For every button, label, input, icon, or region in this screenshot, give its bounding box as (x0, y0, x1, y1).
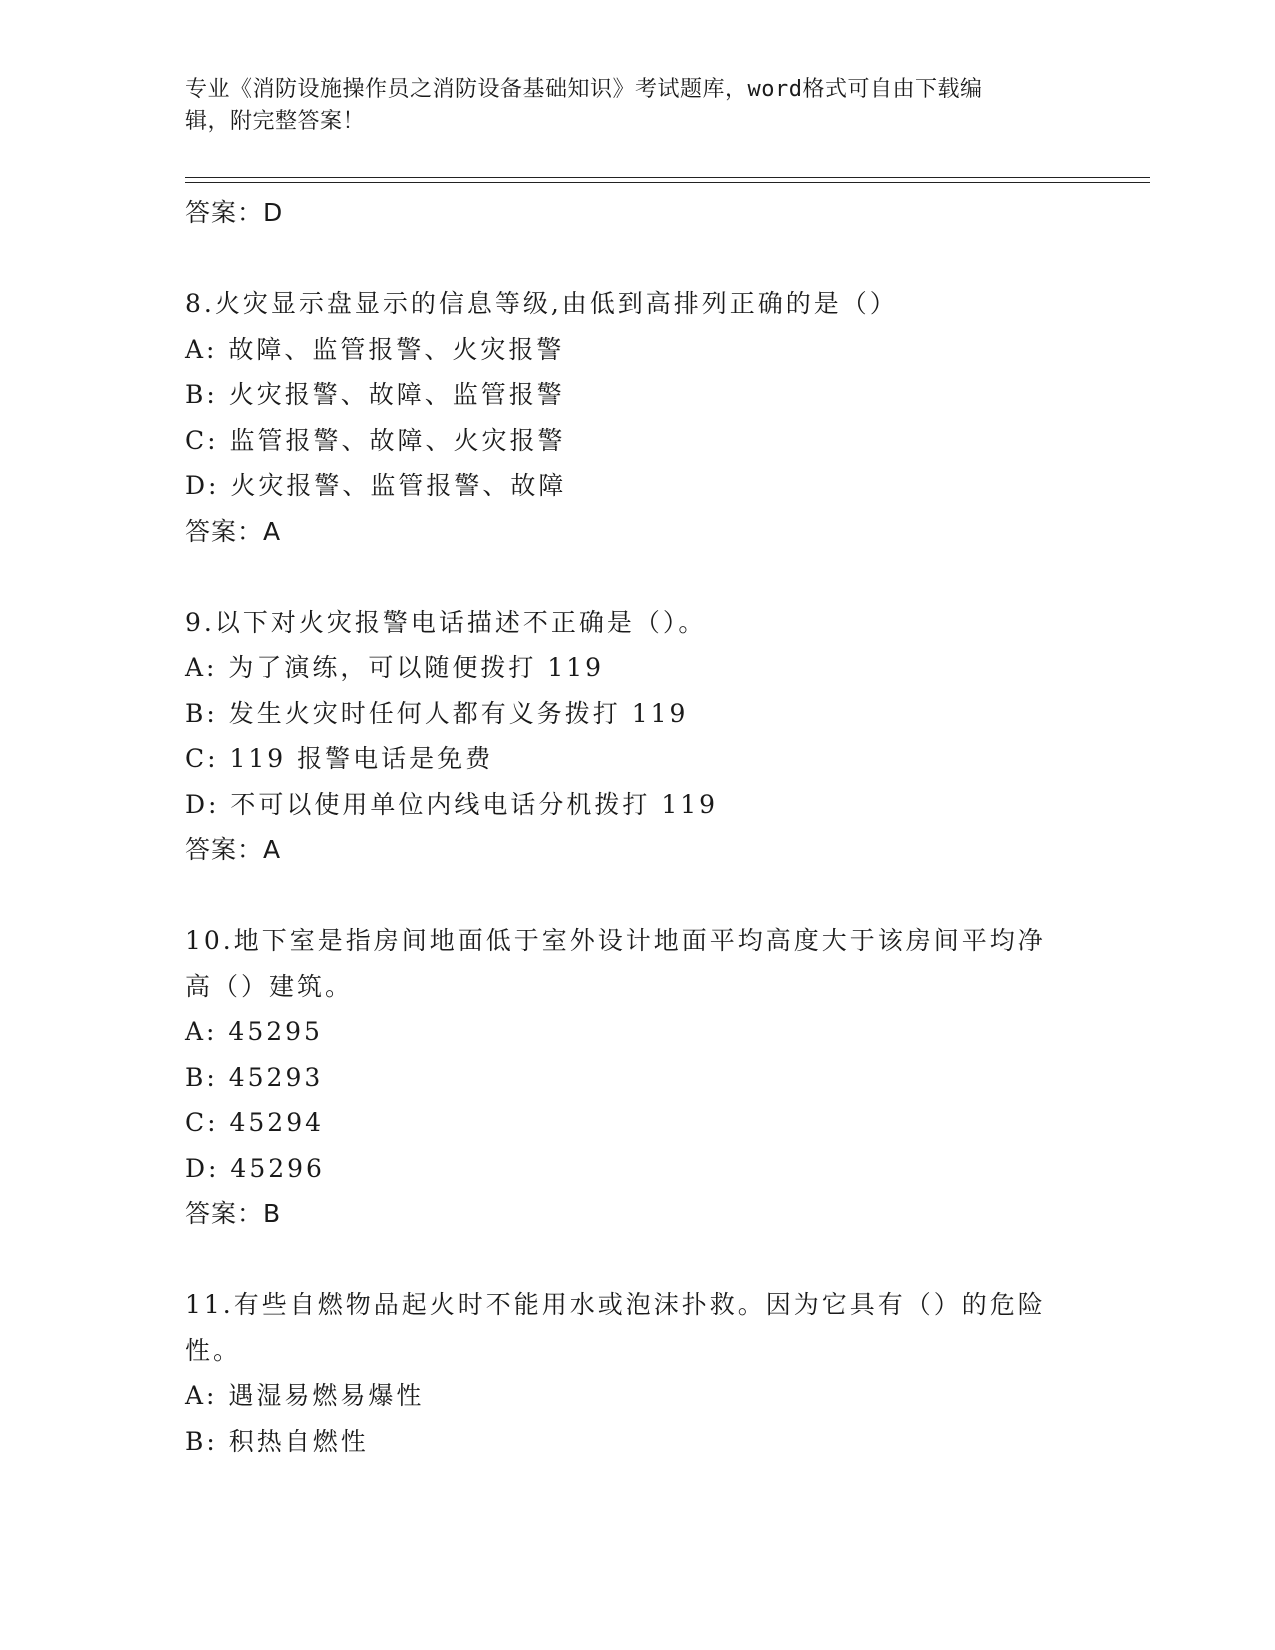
option-a: A: 45295 (185, 1017, 323, 1046)
option-d: D: 火灾报警、监管报警、故障 (185, 471, 567, 500)
header-line-2: 辑，附完整答案！ (185, 109, 366, 134)
answer-line: 答案：D (185, 198, 284, 227)
option-a: A: 为了演练，可以随便拨打 119 (185, 653, 605, 682)
option-c: C: 45294 (185, 1108, 325, 1137)
option-b: B: 45293 (185, 1062, 324, 1092)
option-b: B: 发生火灾时任何人都有义务拨打 119 (185, 698, 689, 728)
option-a: A: 故障、监管报警、火灾报警 (185, 334, 565, 364)
answer-line: 答案：A (185, 516, 282, 546)
question-stem: 9.以下对火灾报警电话描述不正确是（）。 (185, 607, 707, 637)
question-list (185, 190, 1085, 1464)
spacer (185, 1237, 1085, 1283)
answer-line: 答案：B (185, 1199, 282, 1228)
header-divider-bottom (185, 182, 1150, 183)
question-stem-continued: 高（）建筑。 (185, 971, 354, 1001)
option-a: A: 遇湿易燃易爆性 (185, 1381, 425, 1410)
question-8 (185, 281, 1085, 554)
header-line-1: 专业《消防设施操作员之消防设备基础知识》考试题库，word格式可自由下载编 (185, 77, 983, 102)
spacer (185, 236, 1085, 282)
answer-line: 答案：A (185, 835, 282, 864)
option-b: B: 积热自燃性 (185, 1426, 369, 1456)
spacer (185, 554, 1085, 600)
option-c: C: 119 报警电话是免费 (185, 744, 494, 773)
question-10 (185, 918, 1085, 1237)
option-d: D: 45296 (185, 1153, 325, 1183)
option-b: B: 火灾报警、故障、监管报警 (185, 380, 565, 409)
header-divider-top (185, 177, 1150, 178)
question-9 (185, 600, 1085, 873)
question-stem-continued: 性。 (185, 1335, 242, 1365)
question-stem: 8.火灾显示盘显示的信息等级,由低到高排列正确的是（） (185, 289, 898, 318)
option-d: D: 不可以使用单位内线电话分机拨打 119 (185, 789, 719, 819)
question-stem: 11.有些自燃物品起火时不能用水或泡沫扑救。因为它具有（）的危险 (185, 1290, 1046, 1319)
document-header (185, 74, 1065, 138)
question-11 (185, 1282, 1085, 1464)
spacer (185, 873, 1085, 919)
option-c: C: 监管报警、故障、火灾报警 (185, 425, 566, 455)
question-stem: 10.地下室是指房间地面低于室外设计地面平均高度大于该房间平均净 (185, 926, 1046, 955)
